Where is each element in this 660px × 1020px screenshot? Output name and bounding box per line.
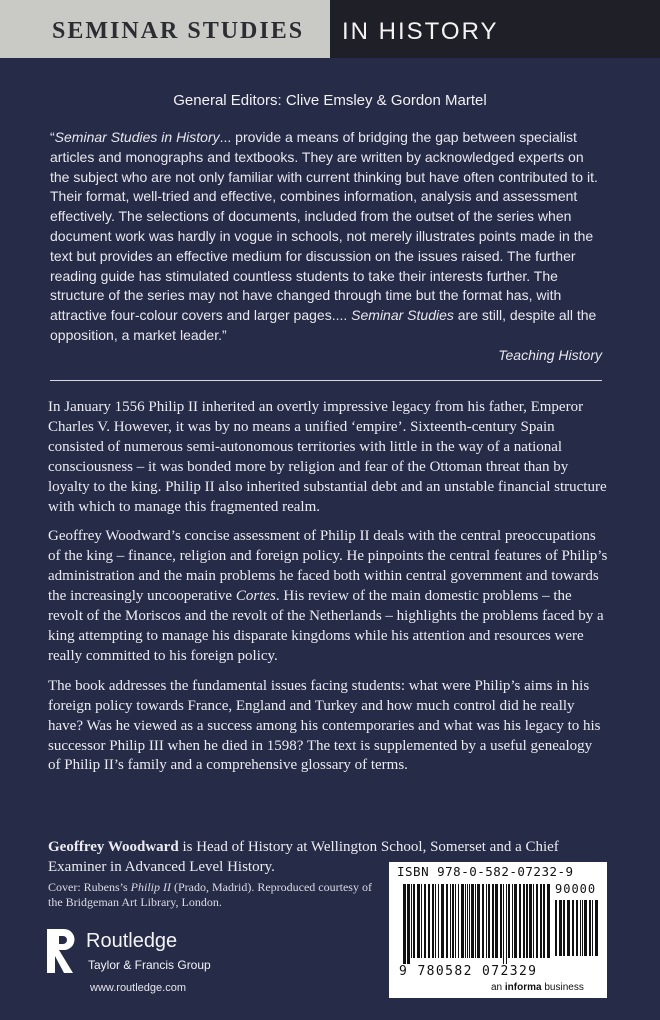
divider-rule bbox=[50, 380, 602, 381]
isbn-label: ISBN 978-0-582-07232-9 bbox=[397, 864, 574, 879]
barcode-bar bbox=[526, 884, 528, 958]
quote-body bbox=[50, 128, 602, 346]
barcode-bar bbox=[514, 884, 517, 958]
barcode-bar bbox=[417, 884, 420, 958]
barcode-bar bbox=[495, 884, 498, 958]
barcode-bar bbox=[411, 884, 412, 958]
barcode-bar bbox=[407, 884, 410, 964]
publisher-group: Taylor & Francis Group bbox=[88, 958, 211, 972]
barcode-bar bbox=[424, 884, 426, 958]
barcode-bar bbox=[441, 884, 444, 958]
barcode-bar bbox=[477, 884, 480, 958]
author-bio-text: is Head of History at Wellington School, Somerset and a Chief Examiner in Advanced Level History. bbox=[48, 839, 559, 875]
blurb-paragraph-3: The book addresses the fundamental issues facing students: what were Philip’s aims in his foreign policy towards France, England and Turkey and how much control did he really have? Was he viewed as a success among his contemporaries and what was his legacy to his successor Philip III when he died in 1598? The text is supplemented by a useful genealogy of Philip II’s family and a comprehensive glossary of terms. bbox=[48, 677, 601, 774]
informa-suffix: business bbox=[541, 982, 584, 993]
quote-open-mark: “ bbox=[50, 129, 55, 145]
cover-credit bbox=[48, 880, 388, 909]
barcode-bar bbox=[567, 900, 570, 956]
barcode-bar bbox=[482, 884, 484, 958]
blurb-paragraph-2-text-a: Geoffrey Woodward’s concise assessment of Philip II deals with the central preoccupations of the king – finance, religion and foreign policy. He pinpoints the central features of Philip’s administration and the main problems he faced both within central government and towards the increasingly uncooperative bbox=[48, 528, 608, 605]
series-banner-right bbox=[330, 0, 660, 58]
barcode-bar bbox=[584, 900, 587, 956]
barcode-bar bbox=[582, 900, 583, 956]
publisher-website: www.routledge.com bbox=[90, 982, 186, 994]
barcode-bar bbox=[563, 900, 565, 956]
informa-brand: informa bbox=[504, 982, 542, 993]
barcode-bar bbox=[555, 900, 557, 956]
barcode-bar bbox=[512, 884, 513, 958]
barcode-bar bbox=[592, 900, 593, 956]
quote-series-title: Seminar Studies in History bbox=[54, 129, 220, 145]
barcode-bar bbox=[403, 884, 406, 964]
cover-credit-suffix: (Prado, Madrid). Reproduced courtesy of the Bridgeman Art Library, London. bbox=[48, 880, 372, 909]
barcode-bar bbox=[467, 884, 468, 958]
quote-attribution: Teaching History bbox=[498, 346, 602, 363]
barcode-bar bbox=[523, 884, 525, 958]
ean-barcode-bars bbox=[403, 884, 551, 964]
series-title-right: IN HISTORY bbox=[342, 18, 499, 45]
barcode-bar bbox=[458, 884, 459, 958]
cover-credit-prefix: Cover: Rubens’s bbox=[48, 880, 131, 894]
barcode-bar bbox=[446, 884, 448, 958]
isbn-barcode bbox=[389, 862, 607, 998]
barcode-bar bbox=[455, 884, 456, 958]
barcode-bar bbox=[547, 884, 550, 958]
informa-prefix: an bbox=[491, 982, 505, 993]
barcode-bar bbox=[572, 900, 574, 956]
barcode-bar bbox=[421, 884, 422, 958]
author-name: Geoffrey Woodward bbox=[48, 839, 179, 855]
barcode-bar bbox=[519, 884, 521, 958]
barcode-bar bbox=[428, 884, 430, 958]
barcode-bar bbox=[543, 884, 545, 958]
blurb bbox=[48, 398, 608, 786]
blurb-paragraph-2 bbox=[48, 527, 608, 666]
price-addon-bars bbox=[555, 900, 601, 962]
blurb-paragraph-2-text-b: . His review of the main domestic problems – the revolt of the Moriscos and the revolt of the Netherlands – highlights the problems faced by a king attempting to manage his disparate kingdoms while his attention and resources were really committed to his foreign policy. bbox=[48, 588, 604, 664]
barcode-bar bbox=[471, 884, 474, 958]
blurb-paragraph-1: In January 1556 Philip II inherited an overtly impressive legacy from his father, Emperor Charles V. However, it was by no means a unified ‘empire’. Sixteenth-century Spain consisted of numerous semi-autonomous territories with little in the way of a national consciousness – it was bonded more by religion and fear of the Ottoman threat than by loyalty to the king. Philip II also inherited substantial debt and an unstable financial structure with which to manage this fragmented realm. bbox=[48, 399, 607, 515]
quote-series-short-title: Seminar Studies bbox=[351, 307, 454, 324]
barcode-bar bbox=[438, 884, 439, 958]
barcode-bar bbox=[432, 884, 434, 958]
barcode-bar bbox=[595, 900, 598, 956]
publisher-name: Routledge bbox=[86, 930, 178, 952]
barcode-bar bbox=[529, 884, 532, 958]
barcode-bar bbox=[450, 884, 451, 958]
barcode-bar bbox=[506, 884, 507, 964]
barcode-bar bbox=[533, 884, 534, 958]
barcode-bar bbox=[540, 884, 542, 958]
barcode-bar bbox=[559, 900, 562, 956]
informa-tagline bbox=[491, 982, 584, 993]
barcode-bar bbox=[435, 884, 436, 958]
series-banner-left bbox=[0, 0, 330, 58]
review-quote bbox=[50, 128, 602, 366]
routledge-logo-icon bbox=[46, 928, 76, 974]
barcode-bar bbox=[536, 884, 538, 958]
barcode-bar bbox=[576, 900, 578, 956]
barcode-bar bbox=[465, 884, 466, 958]
barcode-bar bbox=[452, 884, 454, 958]
general-editors: General Editors: Clive Emsley & Gordon Martel bbox=[173, 92, 487, 109]
barcode-bar bbox=[486, 884, 487, 958]
cover-credit-work: Philip II bbox=[130, 880, 171, 894]
barcode-bar bbox=[589, 900, 591, 956]
price-addon-digits: 90000 bbox=[555, 882, 597, 896]
barcode-bar bbox=[492, 884, 494, 958]
barcode-bar bbox=[469, 884, 470, 958]
barcode-bar bbox=[413, 884, 415, 958]
barcode-bar bbox=[475, 884, 476, 958]
quote-text-part2: are still, despite all the opposition, a market leader.” bbox=[50, 307, 597, 343]
barcode-bar bbox=[508, 884, 510, 958]
blurb-cortes-term: Cortes bbox=[235, 588, 276, 605]
series-banner bbox=[0, 0, 660, 58]
barcode-bar bbox=[488, 884, 490, 958]
barcode-bar bbox=[503, 884, 504, 964]
barcode-bar bbox=[500, 884, 502, 958]
quote-text-part1: ... provide a means of bridging the gap between specialist articles and monographs and textbooks. They are written by acknowledged experts on the subject who are not only familiar with current thinking but have often contributed to it. Their format, well-tried and effective, combines information, analysis and assessment effectively. The selections of documents, included from the outset of the series when document work was hardly in vogue in schools, not merely illustrates points made in the text but provides an effective medium for discussion on the issues raised. The further reading guide has stimulated countless students to take their interests further. The structure of the series may not have changed through time but the format has, with attractive four-colour covers and larger pages.... bbox=[50, 129, 598, 324]
barcode-bar bbox=[461, 884, 464, 958]
ean-digits: 9 780582 072329 bbox=[399, 964, 538, 979]
series-title-left: SEMINAR STUDIES bbox=[52, 18, 305, 44]
barcode-bar bbox=[580, 900, 581, 956]
